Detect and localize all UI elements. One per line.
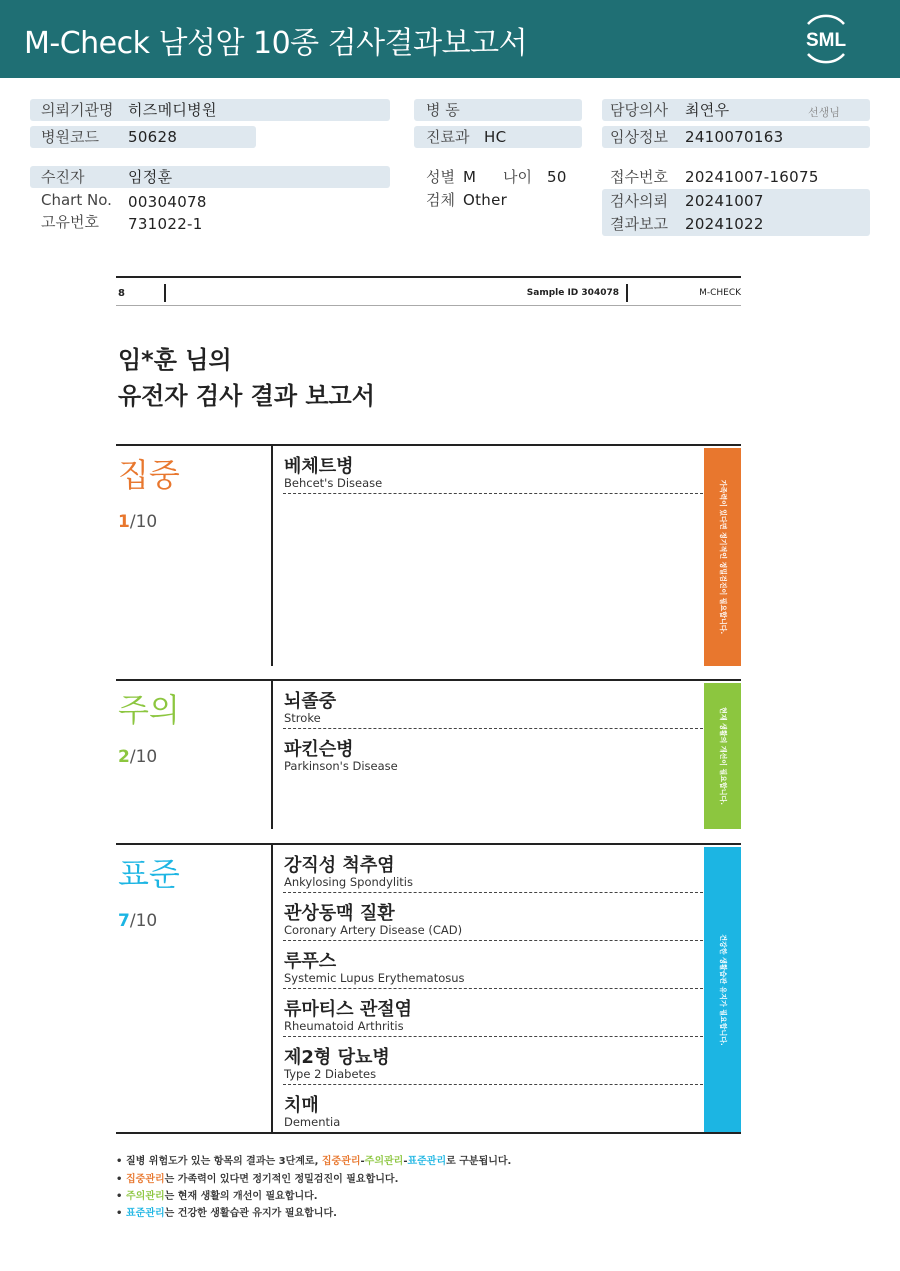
result-value: 20241022 xyxy=(685,215,764,233)
clinical-value: 2410070163 xyxy=(685,128,784,146)
disease-name-ko: 루푸스 xyxy=(284,951,337,972)
note-part: 로 구분됩니다. xyxy=(446,1156,512,1167)
clinical-label: 임상정보 xyxy=(610,128,668,146)
disease-name-en: Systemic Lupus Erythematosus xyxy=(284,971,465,985)
disease-item xyxy=(283,845,703,893)
disease-name-ko: 파킨슨병 xyxy=(284,739,354,760)
request-value: 20241007 xyxy=(685,192,764,210)
hospital-code-value: 50628 xyxy=(128,128,178,146)
age-label: 나이 xyxy=(503,168,532,186)
count-total: /10 xyxy=(129,747,158,767)
header-divider xyxy=(626,284,628,302)
section-divider xyxy=(271,681,273,829)
note-bullet: • xyxy=(116,1208,123,1219)
category-title: 주의 xyxy=(118,691,180,729)
bottom-rule xyxy=(116,1132,741,1134)
note-part: 집중관리 xyxy=(321,1156,361,1167)
page-number: 8 xyxy=(118,288,125,299)
note-bullet: • xyxy=(116,1156,123,1167)
specimen-value: Other xyxy=(463,191,508,209)
brand-label: M-CHECK xyxy=(699,288,741,298)
institution-label: 의뢰기관명 xyxy=(41,101,114,119)
doctor-label: 담당의사 xyxy=(610,101,668,119)
request-label: 검사의뢰 xyxy=(610,192,668,210)
disease-item xyxy=(283,941,703,989)
disease-name-en: Behcet's Disease xyxy=(284,476,383,490)
disease-name-ko: 강직성 척추염 xyxy=(284,855,395,876)
unique-label: 고유번호 xyxy=(41,213,99,231)
report-heading-line1: 임*훈 님의 xyxy=(118,346,232,374)
section-standard xyxy=(116,843,741,1132)
report-heading xyxy=(118,342,375,414)
note-bullet: • xyxy=(116,1174,123,1185)
disease-name-en: Rheumatoid Arthritis xyxy=(284,1019,404,1033)
disease-item xyxy=(283,989,703,1037)
side-banner xyxy=(704,683,741,829)
side-banner-text: 현재 생활의 개선이 필요합니다. xyxy=(718,707,727,805)
report-title: M-Check 남성암 10종 검사결과보고서 xyxy=(24,26,528,61)
disease-name-ko: 치매 xyxy=(284,1095,319,1116)
category-count xyxy=(118,512,157,532)
doctor-suffix: 선생님 xyxy=(808,106,840,119)
department-label: 진료과 xyxy=(426,128,470,146)
age-value: 50 xyxy=(547,168,567,186)
category-count xyxy=(118,911,157,931)
section-divider xyxy=(271,845,273,1132)
note-part: 질병 위험도가 있는 항목의 결과는 3단계로, xyxy=(126,1156,322,1167)
disease-item xyxy=(283,681,703,729)
note-bullet: • xyxy=(116,1191,123,1202)
report-heading-line2: 유전자 검사 결과 보고서 xyxy=(118,382,375,410)
disease-name-en: Ankylosing Spondylitis xyxy=(284,875,413,889)
disease-name-en: Parkinson's Disease xyxy=(284,759,398,773)
count-number: 2 xyxy=(118,747,130,767)
header-divider xyxy=(164,284,166,302)
note-part: 는 가족력이 있다면 정기적인 정밀검진이 필요합니다. xyxy=(164,1174,399,1185)
note-line xyxy=(116,1152,511,1167)
disease-item xyxy=(283,1037,703,1085)
unique-value: 731022-1 xyxy=(128,215,203,233)
sample-id: Sample ID 304078 xyxy=(526,288,619,298)
disease-name-ko: 베체트병 xyxy=(284,456,354,477)
count-total: /10 xyxy=(129,512,158,532)
note-part: - xyxy=(360,1156,365,1167)
side-banner-text: 가족력이 있다면 정기적인 정밀검진이 필요합니다. xyxy=(718,479,727,635)
receipt-value: 20241007-16075 xyxy=(685,168,819,186)
sml-logo-text: SML xyxy=(805,30,847,51)
disease-name-ko: 관상동맥 질환 xyxy=(284,903,395,924)
receipt-label: 접수번호 xyxy=(610,168,668,186)
count-total: /10 xyxy=(129,911,158,931)
page-header xyxy=(116,276,741,306)
disease-item xyxy=(283,1085,703,1133)
category-title: 표준 xyxy=(118,855,180,893)
note-part: 주의관리 xyxy=(126,1191,165,1202)
note-part: 주의관리 xyxy=(364,1156,404,1167)
note-line xyxy=(116,1204,337,1219)
institution-value: 히즈메디병원 xyxy=(128,101,217,119)
result-label: 결과보고 xyxy=(610,215,668,233)
chart-label: Chart No. xyxy=(41,191,112,209)
category-title: 집중 xyxy=(118,456,180,494)
section-divider xyxy=(271,446,273,666)
chart-value: 00304078 xyxy=(128,193,207,211)
disease-name-en: Type 2 Diabetes xyxy=(284,1067,377,1081)
note-part: 표준관리 xyxy=(126,1208,165,1219)
note-line xyxy=(116,1170,398,1185)
disease-item xyxy=(283,893,703,941)
disease-name-en: Coronary Artery Disease (CAD) xyxy=(284,923,463,937)
disease-item xyxy=(283,446,703,494)
side-banner xyxy=(704,448,741,666)
note-part: 는 건강한 생활습관 유지가 필요합니다. xyxy=(164,1208,337,1219)
side-banner-text: 건강한 생활습관 유지가 필요합니다. xyxy=(718,933,727,1046)
ward-label: 병 동 xyxy=(426,101,460,119)
disease-item xyxy=(283,729,703,777)
report-page xyxy=(116,276,741,1236)
disease-name-ko: 제2형 당뇨병 xyxy=(284,1047,390,1068)
patient-label: 수진자 xyxy=(41,168,85,186)
sex-value: M xyxy=(463,168,477,186)
note-part: 표준관리 xyxy=(407,1156,447,1167)
category-count xyxy=(118,747,157,767)
sex-label: 성별 xyxy=(426,168,455,186)
disease-name-en: Stroke xyxy=(284,711,321,725)
hospital-code-label: 병원코드 xyxy=(41,128,99,146)
note-part: 집중관리 xyxy=(126,1174,165,1185)
doctor-value: 최연우 xyxy=(685,101,730,119)
side-banner xyxy=(704,847,741,1132)
count-number: 1 xyxy=(118,512,130,532)
disease-name-en: Dementia xyxy=(284,1115,341,1129)
patient-value: 임정훈 xyxy=(128,168,173,186)
disease-name-ko: 뇌졸중 xyxy=(284,691,337,712)
section-caution xyxy=(116,679,741,829)
count-number: 7 xyxy=(118,911,130,931)
note-part: 는 현재 생활의 개선이 필요합니다. xyxy=(164,1191,318,1202)
patient-info xyxy=(0,0,900,250)
note-line xyxy=(116,1187,318,1202)
section-focus xyxy=(116,444,741,666)
note-part: - xyxy=(403,1156,408,1167)
specimen-label: 검체 xyxy=(426,191,455,209)
disease-name-ko: 류마티스 관절염 xyxy=(284,999,412,1020)
department-value: HC xyxy=(484,128,507,146)
